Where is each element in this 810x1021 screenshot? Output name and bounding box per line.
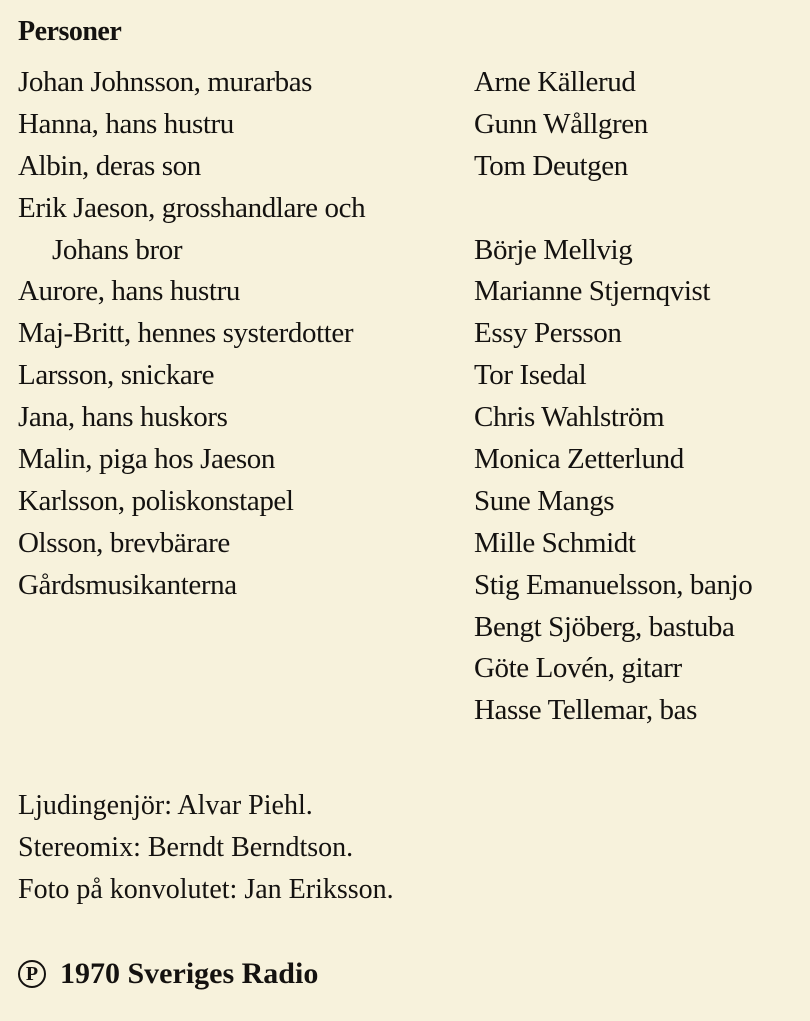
actor-name: Monica Zetterlund [474, 443, 684, 476]
credit-line: Stereomix: Berndt Berndtson. [18, 832, 354, 863]
role-text: Karlsson, poliskonstapel [18, 484, 294, 517]
actor-name: Arne Källerud [474, 66, 636, 98]
actor-name: Marianne Stjernqvist [474, 275, 711, 308]
role-text: Gårdsmusikanterna [18, 568, 237, 601]
actor-name: Chris Wahlström [474, 401, 665, 434]
actor-name: Mille Schmidt [474, 526, 636, 559]
actor-name: Hasse Tellemar, bas [474, 694, 698, 727]
role-text: Aurore, hans hustru [18, 275, 240, 308]
phonogram-copyright-icon: P [18, 960, 46, 988]
role-text: Larsson, snickare [18, 359, 215, 392]
role-text: Johans bror [52, 233, 183, 266]
role-text: Hanna, hans hustru [18, 107, 234, 140]
actor-name [474, 188, 810, 230]
actor-name: Sune Mangs [474, 484, 615, 517]
copyright-notice [18, 953, 318, 995]
actors-column [474, 62, 810, 732]
credit-line: Ljudingenjör: Alvar Piehl. [18, 790, 313, 821]
credit-line: Foto på konvolutet: Jan Eriksson. [18, 874, 394, 905]
production-credits [18, 785, 394, 911]
role-text: Erik Jaeson, grosshandlare och [18, 191, 366, 224]
actor-name: Börje Mellvig [474, 233, 633, 266]
section-heading: Personer [18, 16, 122, 47]
role-text: Olsson, brevbärare [18, 526, 230, 559]
role-text: Jana, hans huskors [18, 401, 228, 434]
actor-name: Tor Isedal [474, 359, 587, 392]
role-text: Albin, deras son [18, 149, 201, 182]
actor-name: Stig Emanuelsson, banjo [474, 568, 753, 601]
actor-name: Tom Deutgen [474, 149, 628, 182]
actor-name: Bengt Sjöberg, bastuba [474, 610, 735, 643]
role-text: Johan Johnsson, murarbas [18, 66, 313, 98]
actor-name: Essy Persson [474, 317, 622, 350]
copyright-text: 1970 Sveriges Radio [60, 957, 319, 990]
roles-column [18, 62, 468, 607]
role-text: Maj-Britt, hennes systerdotter [18, 317, 354, 350]
role-text: Malin, piga hos Jaeson [18, 443, 276, 476]
actor-name: Göte Lovén, gitarr [474, 652, 682, 685]
actor-name: Gunn Wållgren [474, 107, 648, 140]
